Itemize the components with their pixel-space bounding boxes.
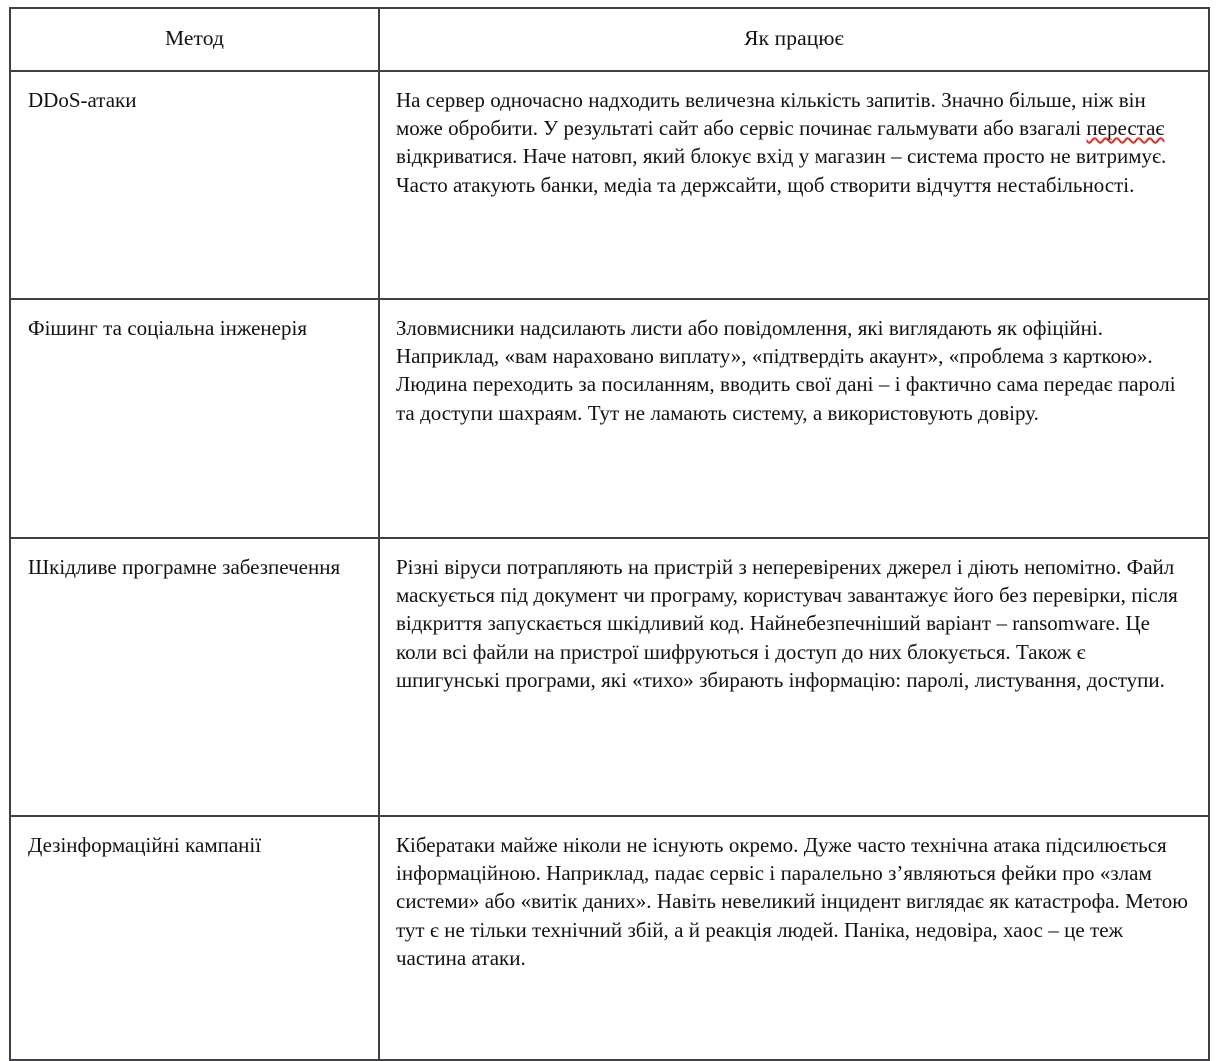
cell-how-malware: Різні віруси потрапляють на пристрій з неперевірених джерел і діють непомітно. Файл маскується під документ чи програму, користувач завантажує його без перевірки, після відкриття запускається шкідливий код. Найнебезпечніший варіант – ransomware. Це коли всі файли на пристрої шифруються і доступ до них блокується. Також є шпигунські програми, які «тихо» збирають інформацію: паролі, листування, доступи. [379,538,1209,816]
spellcheck-underlined-word: перестає [1086,116,1165,141]
cell-how-disinformation: Кібератаки майже ніколи не існують окремо. Дуже часто технічна атака підсилюється інформаційною. Наприклад, падає сервіс і паралельно з’являються фейки про «злам системи» або «витік даних». Навіть невеликий інцидент виглядає як катастрофа. Метою тут є не тільки технічний збій, а й реакція людей. Паніка, недовіра, хаос – це теж частина атаки. [379,816,1209,1060]
methods-table [9,7,1210,1061]
table-body [10,71,1209,1060]
cell-method-ddos: DDoS-атаки [10,71,379,299]
cell-how-phishing: Зловмисники надсилають листи або повідомлення, які виглядають як офіційні. Наприклад, «вам нараховано виплату», «підтвердіть акаунт», «проблема з карткою». Людина переходить за посиланням, вводить свої дані – і фактично сама передає паролі та доступи шахраям. Тут не ламають систему, а використовують довіру. [379,299,1209,538]
table-row [10,538,1209,816]
table-row [10,71,1209,299]
column-header-how-it-works: Як працює [379,8,1209,71]
cell-how-ddos-text [396,86,1194,199]
text-after-spellcheck: відкриватися. Наче натовп, який блокує вхід у магазин – система просто не витримує. Часто атакують банки, медіа та держсайти, щоб створити відчуття нестабільності. [396,144,1167,197]
table-row [10,816,1209,1060]
table-header [10,8,1209,71]
table-row [10,299,1209,538]
table-header-row [10,8,1209,71]
column-header-method: Метод [10,8,379,71]
cell-how-ddos [379,71,1209,299]
text-before-spellcheck: На сервер одночасно надходить величезна кількість запитів. Значно більше, ніж він може обробити. У результаті сайт або сервіс починає гальмувати або взагалі [396,87,1146,141]
cell-method-disinformation: Дезінформаційні кампанії [10,816,379,1060]
cell-method-malware: Шкідливе програмне забезпечення [10,538,379,816]
cell-method-phishing: Фішинг та соціальна інженерія [10,299,379,538]
